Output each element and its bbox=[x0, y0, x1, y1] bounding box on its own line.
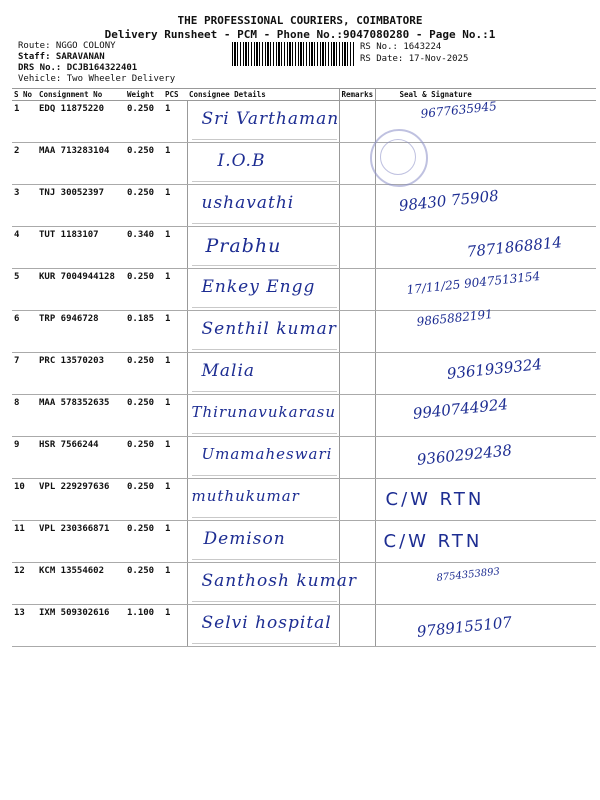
consignee-handwriting: Umamaheswari bbox=[201, 445, 333, 463]
signature-cell bbox=[375, 521, 596, 563]
sno-cell: 5 bbox=[12, 269, 37, 311]
table-row bbox=[12, 143, 596, 185]
pcs-cell: 1 bbox=[163, 143, 187, 185]
consignee-cell bbox=[187, 101, 339, 143]
remarks-cell bbox=[339, 395, 375, 437]
runsheet-table bbox=[12, 88, 596, 647]
weight-cell: 0.250 bbox=[125, 563, 163, 605]
consignment-cell: KCM 13554602 bbox=[37, 563, 125, 605]
consignee-cell bbox=[187, 227, 339, 269]
remarks-cell bbox=[339, 311, 375, 353]
consignee-cell bbox=[187, 563, 357, 605]
table-row bbox=[12, 605, 596, 647]
signature-cell bbox=[375, 307, 596, 353]
table-row bbox=[12, 521, 596, 563]
consignment-cell: MAA 578352635 bbox=[37, 395, 125, 437]
consignee-cell bbox=[187, 395, 339, 437]
sno-cell: 13 bbox=[12, 605, 37, 647]
sno-cell: 4 bbox=[12, 227, 37, 269]
vehicle-label: Vehicle: Two Wheeler Delivery bbox=[18, 74, 176, 84]
company-title: THE PROFESSIONAL COURIERS, COIMBATORE bbox=[177, 14, 423, 27]
col-consignment: Consignment No bbox=[37, 89, 125, 101]
pcs-cell: 1 bbox=[163, 605, 187, 647]
sno-cell: 11 bbox=[12, 521, 37, 563]
consignee-handwriting: Demison bbox=[203, 529, 286, 549]
remarks-cell bbox=[339, 479, 375, 521]
signature-cell bbox=[375, 185, 596, 227]
col-remarks: Remarks bbox=[339, 89, 375, 101]
table-row bbox=[12, 269, 596, 311]
table-row bbox=[12, 311, 596, 353]
signature-handwriting: C/W RTN bbox=[385, 489, 485, 510]
consignment-cell: TRP 6946728 bbox=[37, 311, 125, 353]
pcs-cell: 1 bbox=[163, 101, 187, 143]
sno-cell: 12 bbox=[12, 563, 37, 605]
consignee-handwriting: Enkey Engg bbox=[201, 277, 316, 297]
table-row bbox=[12, 395, 596, 437]
consignee-cell bbox=[187, 311, 339, 353]
barcode bbox=[232, 42, 354, 66]
remarks-cell bbox=[339, 269, 375, 311]
pcs-cell: 1 bbox=[163, 353, 187, 395]
remarks-cell bbox=[339, 185, 375, 227]
sno-cell: 9 bbox=[12, 437, 37, 479]
consignee-handwriting: Selvi hospital bbox=[201, 613, 332, 633]
table-row bbox=[12, 563, 596, 605]
weight-cell: 0.250 bbox=[125, 353, 163, 395]
weight-cell: 0.250 bbox=[125, 437, 163, 479]
table-row bbox=[12, 479, 596, 521]
drs-label: DRS No.: DCJB164322401 bbox=[18, 63, 138, 73]
signature-cell bbox=[375, 479, 596, 521]
consignee-handwriting: I.O.B bbox=[217, 151, 266, 171]
consignment-cell: TNJ 30052397 bbox=[37, 185, 125, 227]
signature-cell bbox=[375, 395, 596, 437]
signature-handwriting: 9940744924 bbox=[411, 395, 509, 423]
consignee-cell bbox=[187, 479, 339, 521]
table-row bbox=[12, 437, 596, 479]
rs-date: RS Date: 17-Nov-2025 bbox=[360, 54, 469, 64]
pcs-cell: 1 bbox=[163, 395, 187, 437]
sno-cell: 7 bbox=[12, 353, 37, 395]
signature-handwriting: 8754353893 bbox=[435, 566, 500, 584]
pcs-cell: 1 bbox=[163, 227, 187, 269]
remarks-cell bbox=[339, 353, 375, 395]
consignee-cell bbox=[187, 143, 339, 185]
remarks-cell bbox=[339, 437, 375, 479]
consignee-handwriting: Thirunavukarasu bbox=[191, 403, 337, 421]
pcs-cell: 1 bbox=[163, 437, 187, 479]
consignment-cell: IXM 509302616 bbox=[37, 605, 125, 647]
pcs-cell: 1 bbox=[163, 479, 187, 521]
sno-cell: 10 bbox=[12, 479, 37, 521]
weight-cell: 0.250 bbox=[125, 521, 163, 563]
consignee-handwriting: ushavathi bbox=[201, 193, 295, 213]
weight-cell: 0.250 bbox=[125, 143, 163, 185]
signature-handwriting: 17/11/25 9047513154 bbox=[405, 268, 541, 297]
sno-cell: 2 bbox=[12, 143, 37, 185]
rs-number: RS No.: 1643224 bbox=[360, 42, 442, 52]
consignment-cell: VPL 229297636 bbox=[37, 479, 125, 521]
weight-cell: 0.250 bbox=[125, 269, 163, 311]
signature-cell bbox=[375, 227, 596, 269]
table-row bbox=[12, 353, 596, 395]
consignee-handwriting: Sri Varthaman bbox=[201, 109, 340, 129]
remarks-cell bbox=[339, 605, 375, 647]
remarks-cell bbox=[339, 227, 375, 269]
remarks-cell bbox=[339, 521, 375, 563]
consignee-handwriting: muthukumar bbox=[191, 487, 300, 505]
sno-cell: 3 bbox=[12, 185, 37, 227]
col-consignee: Consignee Details bbox=[187, 89, 339, 101]
route-label: Route: NGGO COLONY bbox=[18, 41, 116, 51]
consignment-cell: EDQ 11875220 bbox=[37, 101, 125, 143]
pcs-cell: 1 bbox=[163, 269, 187, 311]
table-header-row bbox=[12, 89, 596, 101]
col-sno: S No bbox=[12, 89, 37, 101]
signature-cell bbox=[375, 101, 596, 143]
consignment-cell: PRC 13570203 bbox=[37, 353, 125, 395]
consignment-cell: VPL 230366871 bbox=[37, 521, 125, 563]
weight-cell: 0.185 bbox=[125, 311, 163, 353]
signature-handwriting: C/W RTN bbox=[383, 531, 483, 552]
signature-cell bbox=[375, 269, 596, 311]
weight-cell: 0.250 bbox=[125, 395, 163, 437]
col-weight: Weight bbox=[125, 89, 163, 101]
consignment-cell: TUT 1183107 bbox=[37, 227, 125, 269]
pcs-cell: 1 bbox=[163, 563, 187, 605]
col-seal-signature: Seal & Signature bbox=[375, 89, 596, 101]
signature-handwriting: 98430 75908 bbox=[397, 186, 500, 215]
pcs-cell: 1 bbox=[163, 185, 187, 227]
consignment-cell: HSR 7566244 bbox=[37, 437, 125, 479]
table-row bbox=[12, 227, 596, 269]
signature-handwriting: 9677635945 bbox=[419, 99, 497, 121]
signature-handwriting: 9789155107 bbox=[415, 613, 513, 641]
signature-cell bbox=[375, 143, 596, 185]
staff-label: Staff: SARAVANAN bbox=[18, 52, 105, 62]
weight-cell: 1.100 bbox=[125, 605, 163, 647]
consignee-cell bbox=[187, 521, 339, 563]
signature-handwriting: 9865882191 bbox=[415, 307, 493, 329]
signature-cell bbox=[375, 353, 596, 395]
consignee-handwriting: Santhosh kumar bbox=[201, 571, 357, 591]
consignee-cell bbox=[187, 353, 339, 395]
weight-cell: 0.340 bbox=[125, 227, 163, 269]
table-row bbox=[12, 101, 596, 143]
consignee-cell bbox=[187, 185, 339, 227]
table-row bbox=[12, 185, 596, 227]
pcs-cell: 1 bbox=[163, 521, 187, 563]
consignment-cell: KUR 7004944128 bbox=[37, 269, 125, 311]
weight-cell: 0.250 bbox=[125, 185, 163, 227]
sno-cell: 8 bbox=[12, 395, 37, 437]
weight-cell: 0.250 bbox=[125, 101, 163, 143]
consignee-cell bbox=[187, 437, 339, 479]
consignee-handwriting: Malia bbox=[201, 361, 256, 381]
signature-handwriting: 9360292438 bbox=[415, 441, 513, 469]
pcs-cell: 1 bbox=[163, 311, 187, 353]
consignee-cell bbox=[187, 269, 339, 311]
sno-cell: 1 bbox=[12, 101, 37, 143]
col-pcs: PCS bbox=[163, 89, 187, 101]
signature-cell bbox=[375, 437, 596, 479]
consignee-handwriting: Prabhu bbox=[205, 235, 282, 257]
sno-cell: 6 bbox=[12, 311, 37, 353]
consignee-cell bbox=[187, 605, 339, 647]
consignment-cell: MAA 713283104 bbox=[37, 143, 125, 185]
signature-cell bbox=[375, 563, 596, 605]
remarks-cell bbox=[339, 101, 375, 143]
signature-handwriting: 7871868814 bbox=[465, 233, 563, 261]
signature-cell bbox=[375, 605, 596, 647]
consignee-handwriting: Senthil kumar bbox=[201, 319, 337, 339]
signature-handwriting: 9361939324 bbox=[445, 355, 543, 383]
runsheet-subtitle: Delivery Runsheet - PCM - Phone No.:9047080280 - Page No.:1 bbox=[104, 28, 496, 41]
weight-cell: 0.250 bbox=[125, 479, 163, 521]
